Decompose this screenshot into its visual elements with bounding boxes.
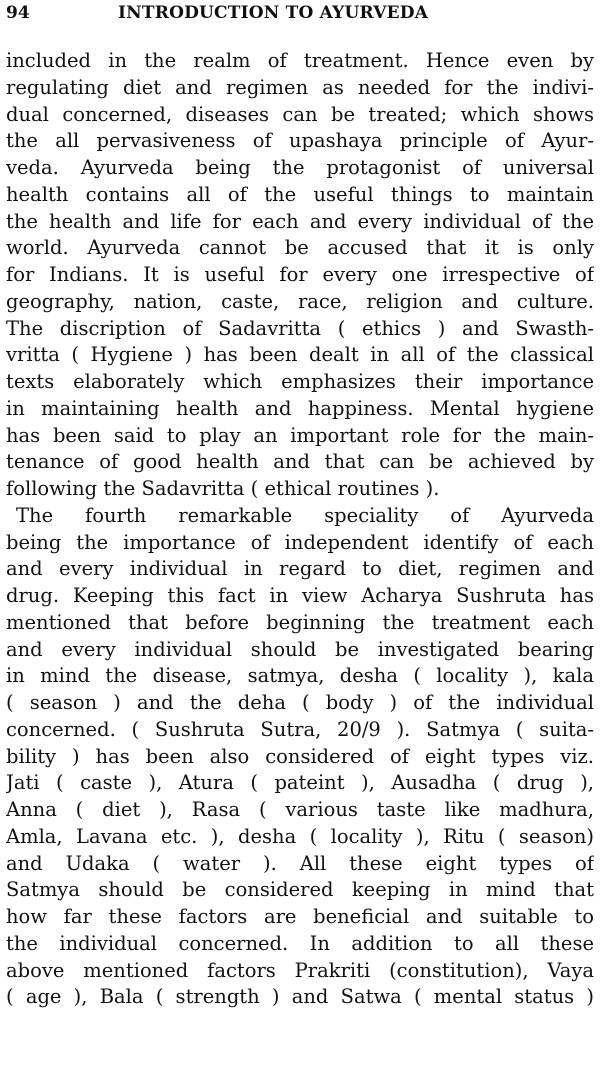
text-line: drug. Keeping this fact in view Acharya Sushruta has <box>6 584 594 607</box>
text-line: and every individual in regard to diet, regimen and <box>6 557 594 581</box>
text-line: being the importance of independent identify of each <box>6 530 594 554</box>
text-line: included in the realm of treatment. Hence even by <box>6 49 594 72</box>
text-line: ( season ) and the deha ( body ) of the individual <box>6 691 594 714</box>
text-line: dual concerned, diseases can be treated; which shows <box>6 102 594 126</box>
text-line: The discription of Sadavritta ( ethics ) and Swasth- <box>6 316 594 340</box>
text-line: bility ) has been also considered of eight types viz. <box>6 744 594 768</box>
text-line: Jati ( caste ), Atura ( pateint ), Ausadha ( drug ), <box>6 771 594 795</box>
text-line: the health and life for each and every individual of the <box>6 209 594 233</box>
text-line: geography, nation, caste, race, religion and culture. <box>6 289 594 313</box>
text-line: in maintaining health and happiness. Mental hygiene <box>6 396 594 420</box>
text-line: texts elaborately which emphasizes their importance <box>6 370 594 393</box>
text-line: for Indians. It is useful for every one irrespective of <box>6 263 594 286</box>
text-line: has been said to play an important role for the main- <box>6 423 594 447</box>
text-line: the all pervasiveness of upashaya principle of Ayur- <box>6 129 594 153</box>
page-number: 94 <box>6 3 30 23</box>
text-line: world. Ayurveda cannot be accused that it is only <box>6 236 594 260</box>
text-line: how far these factors are beneficial and suitable to <box>6 905 594 928</box>
text-line: vritta ( Hygiene ) has been dealt in all of the classical <box>6 343 594 367</box>
text-line: Amla, Lavana etc. ), desha ( locality ), Ritu ( season) <box>6 824 594 848</box>
text-line: health contains all of the useful things to maintain <box>6 182 594 206</box>
page-header <box>6 0 594 26</box>
text-line: in mind the disease, satmya, desha ( locality ), kala <box>6 664 594 688</box>
text-line: concerned. ( Sushruta Sutra, 20/9 ). Satmya ( suita- <box>6 717 594 741</box>
text-line: and Udaka ( water ). All these eight types of <box>6 851 594 875</box>
text-line: regulating diet and regimen as needed for the indivi- <box>6 75 594 99</box>
paragraph-last-line: following the Sadavritta ( ethical routines ). <box>6 477 440 500</box>
text-line: and every individual should be investigated bearing <box>6 637 594 661</box>
text-line: Anna ( diet ), Rasa ( various taste like madhura, <box>6 798 594 821</box>
text-line: tenance of good health and that can be achieved by <box>6 450 594 474</box>
text-line: mentioned that before beginning the treatment each <box>6 610 594 634</box>
text-line: ( age ), Bala ( strength ) and Satwa ( mental status ) <box>6 985 594 1009</box>
paragraph-first-line: The fourth remarkable speciality of Ayurveda <box>16 503 594 527</box>
text-line: Satmya should be considered keeping in mind that <box>6 878 594 902</box>
body-text <box>6 48 594 1011</box>
text-line: the individual concerned. In addition to all these <box>6 931 594 955</box>
text-line: veda. Ayurveda being the protagonist of universal <box>6 156 594 179</box>
text-line: above mentioned factors Prakriti (constitution), Vaya <box>6 958 594 982</box>
running-title: INTRODUCTION TO AYURVEDA <box>118 3 429 23</box>
